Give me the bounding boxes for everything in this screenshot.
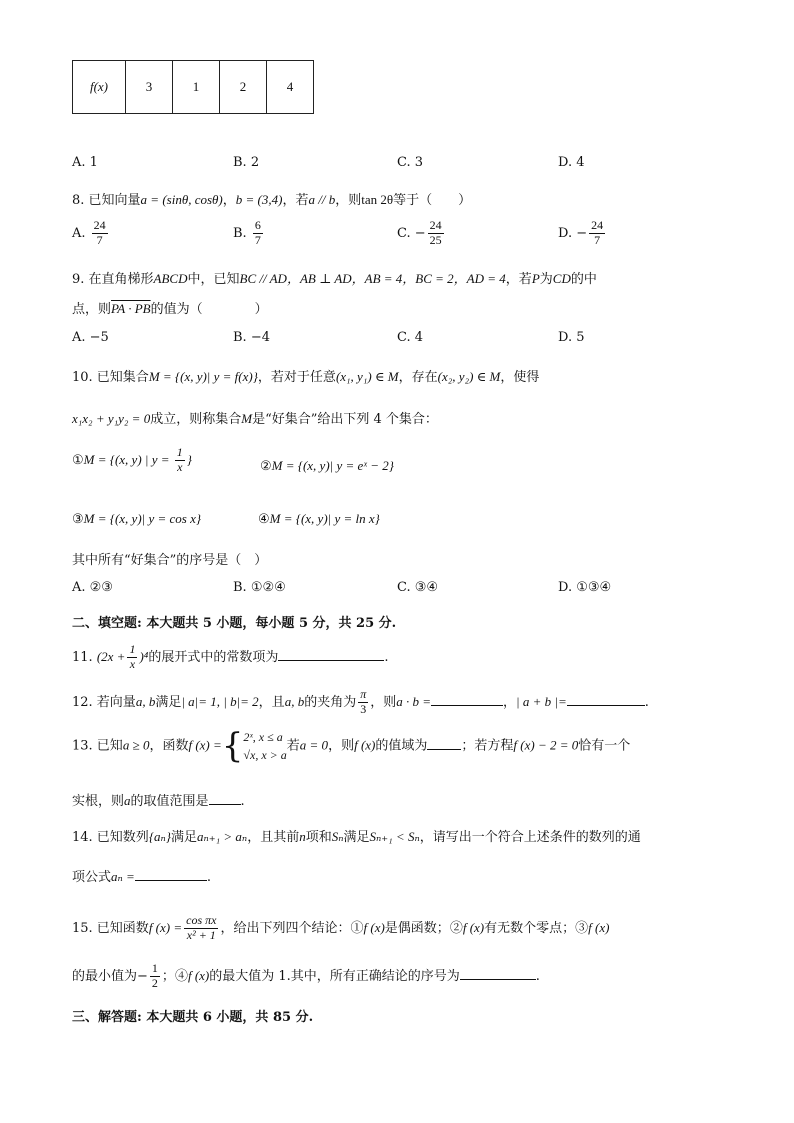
numerator: 24	[429, 218, 442, 232]
q14-text: 项和	[305, 830, 332, 845]
denominator: x	[129, 656, 136, 671]
q13-fx: f (x)	[354, 737, 376, 753]
q9-text: 点，则	[72, 302, 112, 317]
denominator: x	[177, 459, 183, 474]
minus-sign: −	[137, 968, 148, 984]
q12-text: 12. 若向量	[72, 694, 136, 710]
denominator: 25	[429, 232, 442, 247]
q15-line2	[72, 962, 540, 991]
q10-set-3	[72, 511, 201, 527]
q11-text: 的展开式中的常数项为	[148, 649, 279, 665]
q14-text: 14. 已知数列	[72, 830, 149, 845]
q13-text: 13. 已知	[72, 738, 123, 754]
q13-func: f (x) =	[188, 737, 222, 753]
q14-cond2: Sₙ₊₁ < Sₙ	[369, 829, 420, 844]
q10-text: ，若对于任意	[257, 370, 336, 385]
q10-option-c: C. ③④	[397, 580, 439, 595]
q9-stem-line1	[72, 268, 597, 287]
q15-text: .	[535, 968, 540, 984]
q9-text: 为	[539, 272, 553, 287]
set-expr: M = {(x, y)| y = eˣ − 2}	[271, 458, 394, 473]
q13-line2	[72, 790, 245, 809]
q15-line1	[72, 914, 609, 943]
q15-text: 是偶函数；	[384, 920, 450, 936]
q9-dot-product: PA · PB	[111, 301, 151, 316]
q15-fx: f (x)	[462, 919, 485, 935]
q15-fx: f (x)	[187, 967, 210, 983]
q10-any-point: (x₁, y₁) ∈ M	[335, 369, 399, 384]
q10-option-d: D. ①③④	[558, 580, 612, 595]
answer-blank	[278, 648, 384, 661]
answer-blank	[460, 967, 536, 980]
numerator: 1	[176, 445, 183, 459]
q10-option-a: A. ②③	[72, 580, 113, 595]
numerator: 1	[129, 642, 136, 656]
q14-text: .	[206, 870, 211, 885]
q12-vectors: a, b	[135, 693, 156, 709]
q12-text: 满足	[155, 694, 182, 710]
q14-text: 项公式	[72, 870, 112, 885]
set-expr: M = {(x, y)| y = ln x}	[269, 511, 380, 526]
q9-stem-line2	[72, 298, 268, 317]
q11-num: 11.	[72, 649, 93, 665]
q15-func: f (x) =	[148, 919, 183, 935]
q15-fx: f (x)	[363, 919, 385, 935]
q9-abcd: ABCD	[153, 271, 188, 286]
q12-condition: | a|= 1, | b|= 2	[181, 693, 259, 709]
q13-text: ；若方程	[461, 738, 514, 754]
q15-text: 的最小值为	[72, 968, 138, 984]
q14-text: ，且其前	[247, 830, 300, 845]
q8-stem	[72, 189, 471, 208]
set-expr: }	[186, 451, 192, 467]
q10-stem-line1	[72, 366, 539, 385]
q7-option-c: C. 3	[397, 155, 424, 170]
piece-2: √x, x > a	[243, 748, 287, 762]
numerator: cos πx	[186, 913, 217, 927]
q13-text: 的值域为	[375, 738, 428, 754]
q13-equation: f (x) − 2 = 0	[513, 737, 579, 753]
numerator: 24	[93, 218, 106, 232]
q12	[72, 688, 649, 717]
q14-text: 满足	[343, 830, 370, 845]
q12-text: 的夹角为	[304, 694, 357, 710]
q13-line1	[72, 728, 630, 764]
q9-text: 的中	[570, 272, 597, 287]
q9-segment-cd: CD	[552, 271, 571, 286]
brace-icon: {	[221, 726, 244, 766]
denominator: 7	[594, 232, 601, 247]
q10-set-2	[260, 458, 394, 474]
q12-text: ，且	[258, 694, 285, 710]
q15-text: ；	[161, 968, 175, 984]
option-letter: A.	[72, 225, 86, 241]
q8-vector-a: a = (sinθ, cosθ)	[140, 192, 223, 207]
numerator: 6	[254, 218, 261, 232]
denominator: 3	[360, 701, 367, 716]
table-cell: 3	[126, 61, 173, 114]
q15-text: ，给出下列四个结论：	[220, 920, 351, 936]
q9-point-p: P	[531, 271, 540, 286]
q13-condition: a ≥ 0	[122, 737, 150, 753]
option-letter: C.	[397, 225, 411, 241]
q13-text: ，则	[328, 738, 355, 754]
denominator: 2	[151, 975, 158, 990]
q10-text: 成立，则称集合	[150, 412, 242, 427]
circled-2: ②	[260, 459, 272, 474]
q13-var: a	[124, 793, 131, 808]
q9-option-d: D. 5	[558, 330, 585, 345]
q12-text: ，则	[370, 694, 397, 710]
q8-text: ，若	[282, 193, 309, 208]
q12-text: ，	[503, 694, 517, 710]
q14-text: ，请写出一个符合上述条件的数列的通	[419, 830, 641, 845]
denominator: 7	[96, 232, 103, 247]
q10-ask: 其中所有“好集合”的序号是（ ）	[72, 553, 268, 568]
q11	[72, 643, 388, 672]
section-3-heading: 三、解答题: 本大题共 6 小题，共 85 分.	[72, 1010, 314, 1025]
numerator: 24	[591, 218, 604, 232]
denominator: 7	[254, 232, 261, 247]
q13-text: 若	[286, 738, 300, 754]
circled-3: ③	[72, 512, 84, 527]
section-2-heading: 二、填空题: 本大题共 5 小题，每小题 5 分，共 25 分.	[72, 616, 397, 631]
q12-dot: a · b =	[396, 693, 432, 709]
q9-option-c: C. 4	[397, 330, 424, 345]
q10-set-def: M = {(x, y)| y = f(x)}	[148, 369, 258, 384]
circled-3: ③	[575, 920, 589, 936]
q10-stem-line2	[72, 408, 438, 427]
q10-condition: x₁x₂ + y₁y₂ = 0	[72, 411, 151, 426]
q11-text: .	[384, 649, 389, 665]
piece-1: 2ˣ, x ≤ a	[243, 730, 283, 744]
option-letter: B.	[233, 225, 247, 241]
q9-text: 中，已知	[187, 272, 240, 287]
q10-text: 10. 已知集合	[72, 370, 149, 385]
q14-sn: Sₙ	[331, 829, 344, 844]
q14-line2	[72, 866, 211, 885]
table-cell: 2	[220, 61, 267, 114]
table-cell: 4	[267, 61, 314, 114]
q13-text: ，函数	[149, 738, 189, 754]
table-cell: 1	[173, 61, 220, 114]
q8-option-d	[558, 219, 607, 248]
answer-blank	[427, 737, 461, 750]
answer-blank	[135, 868, 207, 881]
q15-text: 15. 已知函数	[72, 920, 149, 936]
table-label: f(x)	[73, 61, 126, 114]
answer-blank	[209, 792, 241, 805]
set-expr: M = {(x, y) | y =	[83, 451, 173, 467]
q10-set-4	[258, 511, 380, 527]
q13-text: .	[240, 794, 245, 809]
q8-option-a	[72, 219, 110, 248]
q8-parallel: a // b	[308, 192, 336, 207]
q10-set-1	[72, 446, 192, 475]
circled-2: ②	[449, 920, 463, 936]
circled-1: ①	[350, 920, 364, 936]
q10-text: ，存在	[398, 370, 438, 385]
minus-sign: −	[576, 225, 588, 241]
q8-tan: tan 2θ	[361, 192, 394, 207]
option-letter: D.	[558, 225, 573, 241]
q14-n: n	[299, 829, 306, 844]
q10-text: ，使得	[500, 370, 540, 385]
q7-option-b: B. 2	[233, 155, 260, 170]
q8-text: ，	[222, 193, 236, 208]
denominator: x² + 1	[186, 927, 216, 942]
q14-cond1: aₙ₊₁ > aₙ	[197, 829, 248, 844]
q8-vector-b: b = (3,4)	[235, 192, 283, 207]
q10-set-m: M	[241, 411, 253, 426]
q8-text: ，则	[335, 193, 362, 208]
q13-a0: a = 0	[299, 737, 329, 753]
q9-option-b: B. −4	[233, 330, 270, 345]
q14-seq: {aₙ}	[148, 829, 171, 844]
q10-text: 是“好集合”给出下列 4 个集合：	[252, 412, 438, 427]
answer-blank	[567, 693, 645, 706]
q10-option-b: B. ①②④	[233, 580, 286, 595]
q12-vectors: a, b	[284, 693, 305, 709]
q11-expr: (2x +	[96, 648, 126, 664]
q9-conditions: BC // AD，AB ⊥ AD，AB = 4，BC = 2，AD = 4	[239, 271, 506, 286]
circled-4: ④	[174, 968, 188, 984]
minus-sign: −	[414, 225, 426, 241]
q8-option-c	[397, 219, 446, 248]
q13-text: 实根，则	[72, 794, 125, 809]
piecewise	[243, 728, 286, 764]
q12-sum: | a + b |=	[516, 693, 567, 709]
answer-blank	[431, 693, 503, 706]
q9-text: 的值为（ ）	[150, 302, 268, 317]
q14-an: aₙ =	[111, 869, 135, 884]
q14-line1	[72, 826, 641, 845]
q15-text: 有无数个零点；	[484, 920, 576, 936]
circled-4: ④	[258, 512, 270, 527]
q13-text: 恰有一个	[578, 738, 631, 754]
numerator: 1	[151, 961, 158, 975]
q9-text: ，若	[505, 272, 532, 287]
value-table	[72, 60, 314, 114]
q7-option-d: D. 4	[558, 155, 585, 170]
numerator: π	[360, 687, 367, 701]
q10-exist-point: (x₂, y₂) ∈ M	[437, 369, 501, 384]
q15-text: 的最大值为 1.其中，所有正确结论的序号为	[209, 968, 460, 984]
q8-option-b	[233, 219, 265, 248]
q14-text: 满足	[170, 830, 197, 845]
q9-text: 9. 在直角梯形	[72, 272, 154, 287]
q13-text: 的取值范围是	[130, 794, 209, 809]
q9-option-a: A. −5	[72, 330, 109, 345]
q8-text: 等于（ ）	[393, 193, 472, 208]
circled-1: ①	[72, 452, 84, 468]
set-expr: M = {(x, y)| y = cos x}	[83, 511, 202, 526]
q7-option-a: A. 1	[72, 155, 98, 170]
q11-expr: )⁴	[139, 648, 149, 664]
q8-text: 8. 已知向量	[72, 193, 141, 208]
q15-fx: f (x)	[588, 919, 610, 935]
q12-text: .	[644, 694, 649, 710]
